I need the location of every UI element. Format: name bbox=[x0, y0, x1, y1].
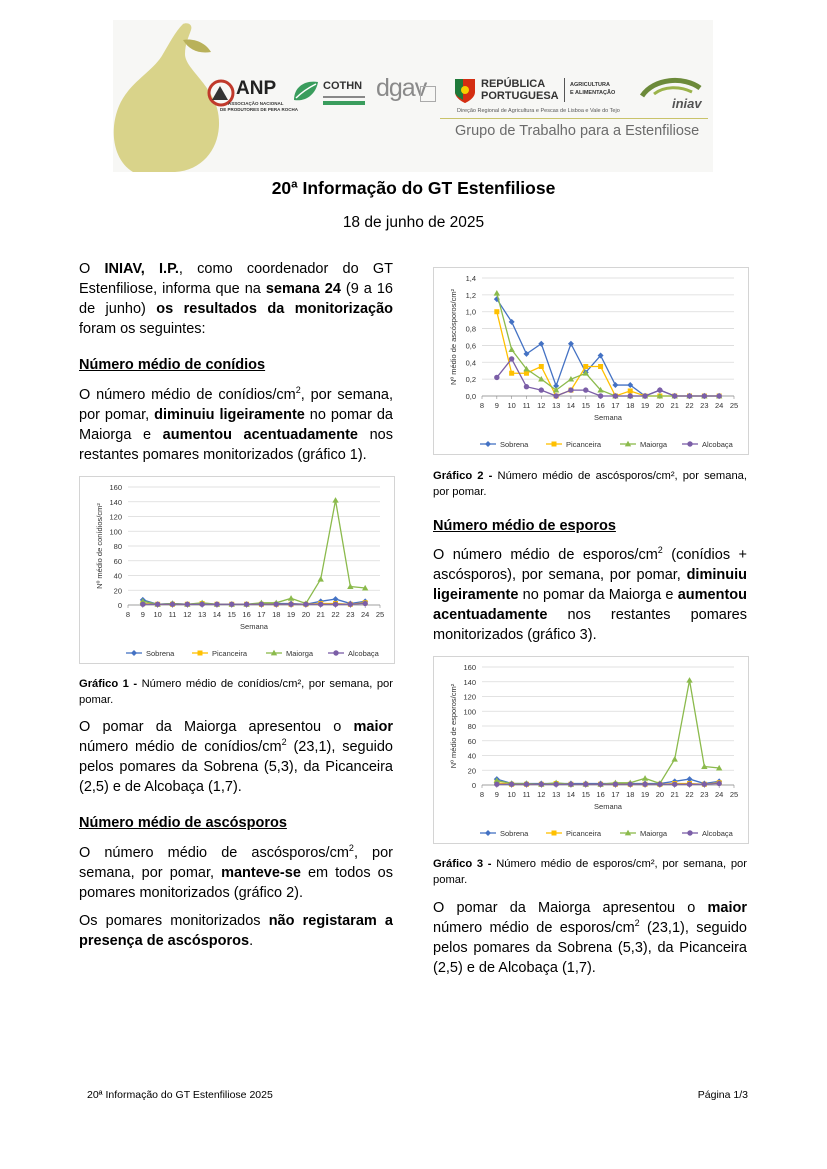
data-point bbox=[716, 781, 721, 786]
x-tick-label: 25 bbox=[375, 610, 385, 619]
paragraph-esporos-2: O pomar da Maiorga apresentou o maior número médio de esporos/$cm^2$ (23,1), seguido pelos pomares da Sobrena (5,3), da Picanceira (2,5) e de Alcobaça (1,7). bbox=[433, 900, 747, 976]
y-tick-label: 120 bbox=[463, 692, 476, 702]
x-tick-label: 9 bbox=[494, 790, 499, 799]
footer-page-number: Página 1/3 bbox=[697, 1089, 748, 1101]
data-point bbox=[155, 602, 160, 607]
x-tick-label: 16 bbox=[596, 401, 605, 410]
x-tick-label: 18 bbox=[272, 610, 281, 619]
data-point bbox=[613, 782, 618, 787]
legend-label: Alcobaça bbox=[702, 440, 733, 449]
x-tick-label: 21 bbox=[316, 610, 325, 619]
data-point bbox=[553, 782, 558, 787]
y-tick-label: 20 bbox=[113, 586, 122, 596]
x-tick-label: 8 bbox=[479, 401, 485, 410]
data-point bbox=[642, 393, 647, 398]
data-point bbox=[539, 364, 544, 369]
data-point bbox=[524, 384, 529, 389]
data-point bbox=[318, 602, 323, 607]
legend-marker bbox=[131, 650, 137, 656]
x-tick-label: 20 bbox=[301, 610, 311, 619]
y-tick-label: 100 bbox=[109, 527, 122, 537]
footer-left: 20ª Informação do GT Estenfiliose 2025 bbox=[87, 1089, 273, 1101]
y-tick-label: 40 bbox=[113, 571, 122, 581]
portugal-shield-icon bbox=[454, 78, 476, 104]
series-line-alcobaça bbox=[497, 359, 719, 396]
legend-label: Sobrena bbox=[146, 649, 175, 658]
data-point bbox=[494, 290, 500, 296]
chart-1-frame bbox=[79, 476, 395, 664]
series-line-alcobaça bbox=[143, 604, 365, 605]
x-tick-label: 24 bbox=[715, 790, 724, 799]
legend-label: Picanceira bbox=[212, 649, 248, 658]
document-date: 18 de junho de 2025 bbox=[342, 214, 485, 231]
x-tick-label: 8 bbox=[125, 610, 131, 619]
data-point bbox=[657, 387, 662, 392]
data-point bbox=[185, 602, 190, 607]
chart-3 bbox=[434, 657, 748, 843]
x-tick-label: 9 bbox=[140, 610, 145, 619]
data-point bbox=[598, 364, 603, 369]
data-point bbox=[214, 602, 219, 607]
chart-3-frame bbox=[433, 656, 749, 844]
data-point bbox=[140, 602, 145, 607]
x-tick-label: 15 bbox=[581, 401, 590, 410]
legend-marker bbox=[333, 650, 338, 655]
x-tick-label: 18 bbox=[626, 401, 635, 410]
paragraph-conidios: O número médio de conídios/$cm^2$, por semana, por pomar, diminuiu ligeiramente no pomar da Maiorga e aumentou acentuadamente nos restantes pomares monitorizados (gráfico 1). bbox=[79, 385, 393, 463]
x-tick-label: 12 bbox=[537, 401, 546, 410]
data-point bbox=[318, 576, 324, 582]
paragraph-conidios-2: O pomar da Maiorga apresentou o maior número médio de conídios/$cm^2$ (23,1), seguido pelos pomares da Sobrena (5,3), da Picanceira (2,5) e de Alcobaça (1,7). bbox=[79, 719, 393, 795]
series-line-sobrena bbox=[497, 779, 719, 783]
y-tick-label: 140 bbox=[109, 497, 122, 507]
chart-2 bbox=[434, 268, 748, 454]
data-point bbox=[288, 602, 293, 607]
y-axis-title: Nº médio de esporos/cm² bbox=[449, 683, 458, 769]
x-tick-label: 14 bbox=[566, 401, 576, 410]
data-point bbox=[494, 375, 499, 380]
y-axis-title: Nº médio de conídios/cm² bbox=[95, 503, 104, 589]
caption-chart-2: Gráfico 2 - Número médio de ascósporos/cm², por semana, por pomar. bbox=[433, 470, 747, 498]
data-point bbox=[539, 782, 544, 787]
series-line-picanceira bbox=[497, 312, 719, 396]
legend-label: Alcobaça bbox=[348, 649, 379, 658]
data-point bbox=[362, 601, 367, 606]
x-tick-label: 21 bbox=[670, 790, 679, 799]
series-line-alcobaça bbox=[497, 784, 719, 785]
agricultura-line-1: AGRICULTURA bbox=[570, 82, 610, 88]
legend-marker bbox=[485, 441, 491, 447]
y-tick-label: 20 bbox=[467, 766, 476, 776]
paragraph-esporos: O número médio de esporos/$cm^2$ (conídios + ascósporos), por semana, por pomar, diminuiu ligeiramente no pomar da Maiorga e aumentou acentuadamente nos restantes pomares monitorizados (gráfico 3). bbox=[433, 545, 747, 643]
direcao-regional: Direção Regional de Agricultura e Pescas de Lisboa e Vale do Tejo bbox=[457, 108, 620, 114]
x-tick-label: 23 bbox=[700, 401, 709, 410]
data-point bbox=[628, 782, 633, 787]
legend-label: Picanceira bbox=[566, 829, 602, 838]
data-point bbox=[494, 309, 499, 314]
y-tick-label: 1,0 bbox=[465, 307, 476, 317]
data-point bbox=[303, 602, 308, 607]
x-tick-label: 23 bbox=[346, 610, 355, 619]
data-point bbox=[642, 782, 647, 787]
y-tick-label: 160 bbox=[109, 483, 122, 492]
series-line-maiorga bbox=[497, 680, 719, 784]
data-point bbox=[583, 387, 588, 392]
x-tick-label: 16 bbox=[242, 610, 251, 619]
heading-esporos: Número médio de esporos bbox=[433, 518, 616, 534]
legend-label: Sobrena bbox=[500, 829, 529, 838]
data-point bbox=[716, 393, 721, 398]
y-tick-label: 40 bbox=[467, 751, 476, 761]
data-point bbox=[494, 782, 499, 787]
x-tick-label: 14 bbox=[566, 790, 576, 799]
data-point bbox=[348, 602, 353, 607]
x-tick-label: 25 bbox=[729, 790, 739, 799]
x-tick-label: 20 bbox=[655, 790, 665, 799]
anp-wordmark: ANP bbox=[236, 78, 277, 99]
x-tick-label: 22 bbox=[685, 790, 694, 799]
data-point bbox=[524, 371, 529, 376]
cothn-logo bbox=[292, 74, 372, 118]
y-tick-label: 1,2 bbox=[465, 290, 476, 300]
x-tick-label: 17 bbox=[257, 610, 266, 619]
data-point bbox=[509, 371, 514, 376]
legend-label: Sobrena bbox=[500, 440, 529, 449]
x-tick-label: 22 bbox=[685, 401, 694, 410]
x-tick-label: 17 bbox=[611, 790, 620, 799]
x-tick-label: 12 bbox=[183, 610, 192, 619]
legend-marker bbox=[485, 830, 491, 836]
x-tick-label: 13 bbox=[197, 610, 207, 619]
anp-subtitle-2: DE PRODUTORES DE PERA ROCHA bbox=[220, 107, 299, 112]
data-point bbox=[686, 677, 692, 683]
y-tick-label: 120 bbox=[109, 512, 122, 522]
data-point bbox=[598, 393, 603, 398]
x-tick-label: 15 bbox=[227, 610, 236, 619]
data-point bbox=[657, 782, 662, 787]
heading-ascosporos: Número médio de ascósporos bbox=[79, 815, 287, 831]
x-tick-label: 12 bbox=[537, 790, 546, 799]
heading-conidios: Número médio de conídios bbox=[79, 357, 266, 373]
y-tick-label: 1,4 bbox=[465, 274, 476, 283]
legend-label: Alcobaça bbox=[702, 829, 733, 838]
x-tick-label: 22 bbox=[331, 610, 340, 619]
y-tick-label: 80 bbox=[467, 722, 476, 731]
data-point bbox=[672, 782, 677, 787]
y-tick-label: 0,8 bbox=[465, 324, 476, 334]
x-tick-label: 14 bbox=[212, 610, 222, 619]
x-tick-label: 13 bbox=[551, 790, 561, 799]
legend-label: Maiorga bbox=[640, 829, 668, 838]
data-point bbox=[508, 346, 514, 352]
republica-line-1: REPÚBLICA bbox=[481, 78, 546, 90]
data-point bbox=[613, 393, 618, 398]
data-point bbox=[553, 393, 558, 398]
document-title: 20ª Informação do GT Estenfiliose bbox=[271, 178, 556, 198]
data-point bbox=[687, 782, 692, 787]
iniav-wordmark: iniav bbox=[672, 96, 702, 111]
legend-label: Picanceira bbox=[566, 440, 602, 449]
data-point bbox=[259, 602, 264, 607]
y-tick-label: 0,0 bbox=[465, 392, 476, 401]
data-point bbox=[539, 387, 544, 392]
data-point bbox=[244, 602, 249, 607]
x-axis-title: Semana bbox=[594, 413, 622, 422]
chart-2-frame bbox=[433, 267, 749, 455]
data-point bbox=[702, 782, 707, 787]
legend-label: Maiorga bbox=[640, 440, 668, 449]
y-tick-label: 0 bbox=[117, 601, 122, 610]
x-tick-label: 15 bbox=[581, 790, 590, 799]
x-tick-label: 11 bbox=[168, 610, 177, 619]
legend-marker bbox=[552, 442, 557, 447]
iniav-logo bbox=[640, 72, 710, 118]
republica-line-2: PORTUGUESA bbox=[481, 90, 559, 102]
data-point bbox=[333, 602, 338, 607]
data-point bbox=[199, 602, 204, 607]
x-tick-label: 19 bbox=[286, 610, 296, 619]
cothn-wordmark: COTHN bbox=[323, 80, 363, 92]
anp-subtitle-1: ASSOCIAÇÃO NACIONAL bbox=[228, 101, 284, 106]
x-tick-label: 11 bbox=[522, 401, 531, 410]
x-tick-label: 10 bbox=[153, 610, 162, 619]
data-point bbox=[598, 782, 603, 787]
y-tick-label: 60 bbox=[467, 736, 476, 746]
y-tick-label: 0 bbox=[471, 781, 476, 790]
series-line-maiorga bbox=[143, 500, 365, 604]
x-axis-title: Semana bbox=[594, 802, 622, 811]
partner-logos bbox=[200, 72, 710, 124]
group-name: Grupo de Trabalho para a Estenfiliose bbox=[455, 123, 700, 139]
x-axis-title: Semana bbox=[240, 622, 268, 631]
x-tick-label: 19 bbox=[640, 790, 650, 799]
legend-marker bbox=[687, 830, 692, 835]
dgav-wordmark: dgav bbox=[376, 74, 427, 102]
data-point bbox=[568, 387, 573, 392]
data-point bbox=[687, 393, 692, 398]
x-tick-label: 21 bbox=[670, 401, 679, 410]
data-point bbox=[612, 382, 618, 388]
x-tick-label: 25 bbox=[729, 401, 739, 410]
x-tick-label: 16 bbox=[596, 790, 605, 799]
cothn-leaf-icon bbox=[292, 78, 320, 104]
anp-logo bbox=[206, 76, 298, 120]
data-point bbox=[583, 782, 588, 787]
data-point bbox=[524, 782, 529, 787]
x-tick-label: 17 bbox=[611, 401, 620, 410]
data-point bbox=[628, 393, 633, 398]
x-tick-label: 8 bbox=[479, 790, 485, 799]
y-tick-label: 160 bbox=[463, 663, 476, 672]
caption-chart-3: Gráfico 3 - Número médio de esporos/cm², por semana, por pomar. bbox=[433, 858, 747, 886]
x-tick-label: 10 bbox=[507, 401, 516, 410]
agricultura-line-2: E ALIMENTAÇÃO bbox=[570, 90, 616, 96]
data-point bbox=[583, 364, 588, 369]
y-tick-label: 80 bbox=[113, 542, 122, 551]
data-point bbox=[568, 782, 573, 787]
data-point bbox=[332, 497, 338, 503]
x-tick-label: 20 bbox=[655, 401, 665, 410]
x-tick-label: 19 bbox=[640, 401, 650, 410]
y-tick-label: 0,4 bbox=[465, 358, 476, 368]
x-tick-label: 24 bbox=[715, 401, 724, 410]
data-point bbox=[642, 775, 648, 781]
data-point bbox=[628, 388, 633, 393]
header-rule bbox=[440, 118, 708, 119]
x-tick-label: 18 bbox=[626, 790, 635, 799]
data-point bbox=[672, 393, 677, 398]
y-tick-label: 100 bbox=[463, 707, 476, 717]
legend-marker bbox=[687, 441, 692, 446]
data-point bbox=[274, 602, 279, 607]
intro-paragraph: O INIAV, I.P., como coordenador do GT Estenfiliose, informa que na semana 24 (9 a 16 de junho) os resultados da monitorização foram os seguintes: bbox=[79, 261, 393, 337]
data-point bbox=[288, 595, 294, 601]
y-tick-label: 60 bbox=[113, 556, 122, 566]
data-point bbox=[568, 341, 574, 347]
y-tick-label: 0,2 bbox=[465, 375, 476, 385]
legend-marker bbox=[552, 831, 557, 836]
y-tick-label: 140 bbox=[463, 677, 476, 687]
chart-1 bbox=[80, 477, 394, 663]
legend-label: Maiorga bbox=[286, 649, 314, 658]
paragraph-ascosporos-2: Os pomares monitorizados não registaram a presença de ascósporos. bbox=[79, 913, 393, 949]
legend-marker bbox=[198, 651, 203, 656]
y-axis-title: Nº médio de ascósporos/cm² bbox=[449, 288, 458, 386]
y-tick-label: 0,6 bbox=[465, 341, 476, 351]
x-tick-label: 11 bbox=[522, 790, 531, 799]
data-point bbox=[509, 782, 514, 787]
data-point bbox=[509, 356, 514, 361]
dgav-logo bbox=[376, 74, 446, 118]
x-tick-label: 9 bbox=[494, 401, 499, 410]
x-tick-label: 13 bbox=[551, 401, 561, 410]
data-point bbox=[170, 602, 175, 607]
x-tick-label: 10 bbox=[507, 790, 516, 799]
x-tick-label: 24 bbox=[361, 610, 370, 619]
paragraph-ascosporos: O número médio de ascósporos/$cm^2$, por semana, por pomar, manteve-se em todos os pomares monitorizados (gráfico 2). bbox=[79, 843, 394, 901]
caption-chart-1: Gráfico 1 - Número médio de conídios/cm², por semana, por pomar. bbox=[79, 678, 393, 706]
data-point bbox=[229, 602, 234, 607]
data-point bbox=[702, 393, 707, 398]
x-tick-label: 23 bbox=[700, 790, 709, 799]
data-point bbox=[672, 756, 678, 762]
